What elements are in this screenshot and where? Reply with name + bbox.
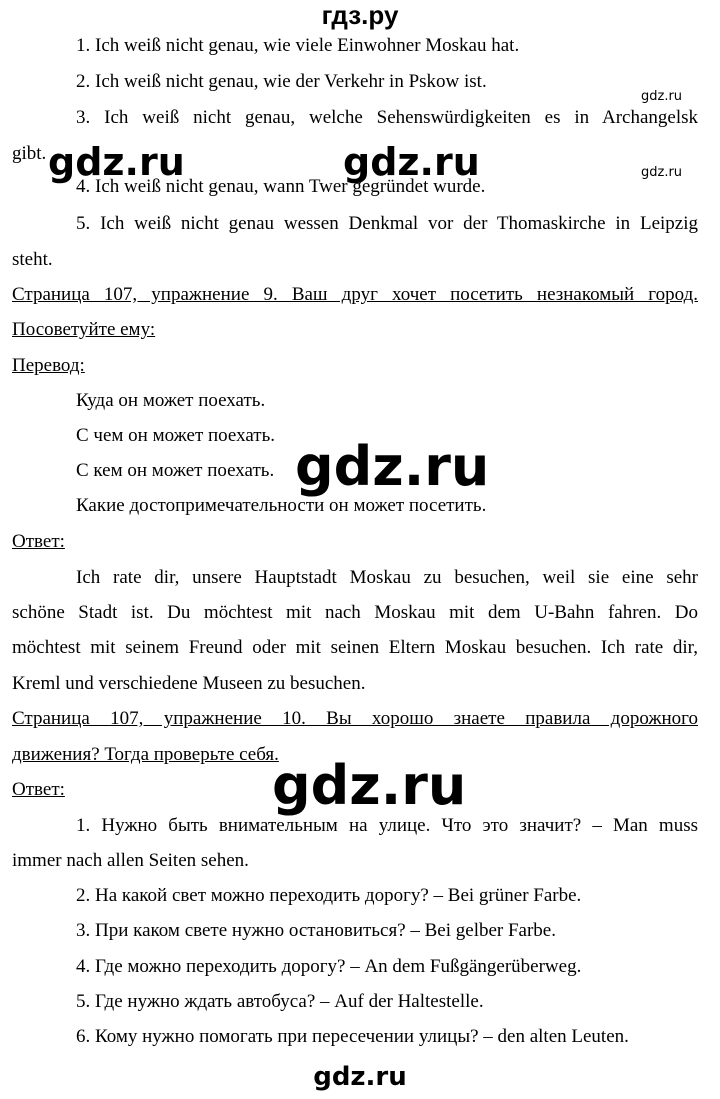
translation-line: Какие достопримечательности он может посетить. [76, 495, 487, 516]
answer-line: schöne Stadt ist. Du möchtest mit nach Moskau mit dem U-Bahn fahren. Do [12, 602, 698, 623]
list-item: 2. Ich weiß nicht genau, wie der Verkehr in Pskow ist. [76, 71, 487, 92]
answer-label: Ответ: [12, 779, 65, 800]
answer-line: Ich rate dir, unsere Hauptstadt Moskau zu besuchen, weil sie eine sehr [76, 567, 698, 588]
list-item: 1. Нужно быть внимательным на улице. Что это значит? – Man muss [76, 815, 698, 836]
answer-line: möchtest mit seinem Freund oder mit seinen Eltern Moskau besuchen. Ich rate dir, [12, 637, 698, 658]
list-item: 5. Где нужно ждать автобуса? – Auf der Haltestelle. [76, 991, 484, 1012]
list-item: 4. Ich weiß nicht genau, wann Twer gegründet wurde. [76, 176, 486, 197]
translation-line: С кем он может поехать. [76, 460, 275, 481]
list-item-continuation: steht. [12, 249, 53, 270]
list-item-continuation: gibt. [12, 143, 47, 164]
watermark-small: gdz.ru [641, 165, 683, 180]
exercise-10-heading-cont: движения? Тогда проверьте себя. [12, 744, 279, 765]
site-footer: gdz.ru [313, 1062, 407, 1092]
list-item: 3. Ich weiß nicht genau, welche Sehenswürdigkeiten es in Archangelsk [76, 107, 698, 128]
list-item: 5. Ich weiß nicht genau wessen Denkmal vor der Thomaskirche in Leipzig [76, 213, 698, 234]
site-header: гдз.ру [321, 0, 399, 30]
watermark-large: gdz.ru [343, 140, 480, 184]
answer-line: Kreml und verschiedene Museen zu besuchen. [12, 673, 366, 694]
watermark-large: gdz.ru [295, 435, 490, 498]
exercise-9-heading: Страница 107, упражнение 9. Ваш друг хочет посетить незнакомый город. [12, 284, 698, 305]
list-item: 3. При каком свете нужно остановиться? – Bei gelber Farbe. [76, 920, 556, 941]
list-item: 4. Где можно переходить дорогу? – An dem Fußgängerüberweg. [76, 956, 582, 977]
watermark-large: gdz.ru [48, 140, 185, 184]
watermark-large: gdz.ru [272, 754, 467, 817]
answer-label: Ответ: [12, 531, 65, 552]
list-item: 6. Кому нужно помогать при пересечении улицы? – den alten Leuten. [76, 1026, 629, 1047]
watermark-small: gdz.ru [641, 89, 683, 104]
exercise-10-heading: Страница 107, упражнение 10. Вы хорошо знаете правила дорожного [12, 708, 698, 729]
translation-line: Куда он может поехать. [76, 390, 266, 411]
list-item: 1. Ich weiß nicht genau, wie viele Einwohner Moskau hat. [76, 35, 520, 56]
translation-line: С чем он может поехать. [76, 425, 276, 446]
exercise-9-heading-cont: Посоветуйте ему: [12, 319, 156, 340]
translation-label: Перевод: [12, 355, 85, 376]
list-item-continuation: immer nach allen Seiten sehen. [12, 850, 249, 871]
list-item: 2. На какой свет можно переходить дорогу? – Bei grüner Farbe. [76, 885, 582, 906]
